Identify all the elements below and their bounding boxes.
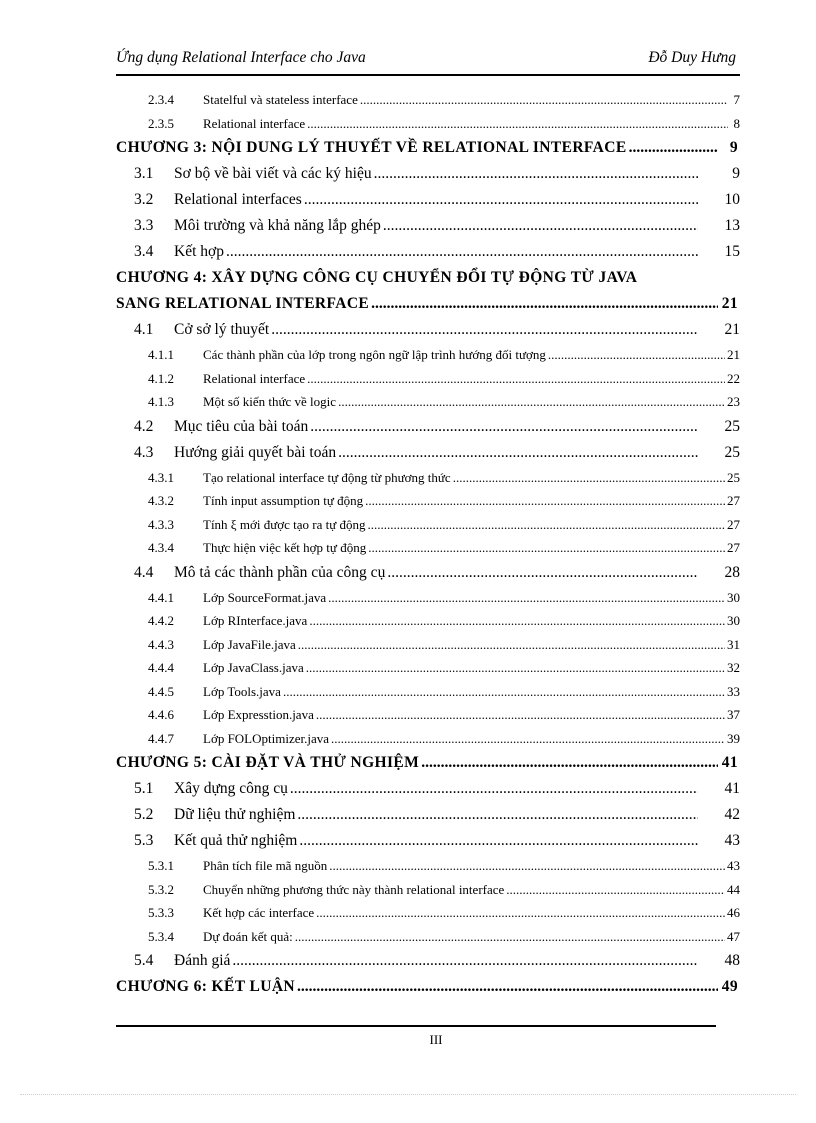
toc-entry-title: Cở sở lý thuyết <box>174 321 270 338</box>
toc-dot-leader <box>548 347 725 363</box>
toc-entry-page: 39 <box>727 730 740 746</box>
toc-entry-page: 46 <box>727 905 740 920</box>
toc-dot-leader <box>226 243 698 261</box>
header-author: Đỗ Duy Hưng <box>648 49 736 66</box>
toc-entry-page: 27 <box>727 493 740 508</box>
toc-entry-title: Thực hiện việc kết hợp tự động <box>203 540 367 555</box>
toc-section-entry[interactable] <box>116 707 740 731</box>
toc-entry-page: 22 <box>727 370 740 386</box>
toc-entry-title: Dữ liệu thử nghiệm <box>174 806 296 823</box>
toc-entry-title: Sơ bộ về bài viết và các ký hiệu <box>174 165 372 182</box>
toc-section-entry[interactable] <box>116 564 740 590</box>
toc-dot-leader <box>232 952 698 970</box>
toc-section-entry[interactable] <box>116 517 740 541</box>
toc-dot-leader <box>299 832 698 850</box>
toc-dot-leader <box>304 191 698 209</box>
toc-entry-title: Mục tiêu của bài toán <box>174 417 309 435</box>
toc-entry-number: 4.1.2 <box>148 370 174 386</box>
toc-entry-number: 4.1.3 <box>148 394 174 409</box>
toc-entry-title: Relational interfaces <box>174 191 302 208</box>
toc-entry-title: Kết quả thử nghiệm <box>174 832 298 849</box>
toc-entry-title: Lớp JavaClass.java <box>203 660 304 675</box>
toc-entry-page: 30 <box>727 613 740 628</box>
toc-entry-page: 7 <box>733 92 740 107</box>
toc-dot-leader <box>453 470 725 486</box>
toc-dot-leader <box>506 882 725 898</box>
toc-entry-number: 5.3.3 <box>148 905 174 920</box>
toc-dot-leader <box>374 165 698 183</box>
toc-entry-number: 5.1 <box>134 780 154 797</box>
toc-dot-leader <box>316 905 725 921</box>
toc-section-entry[interactable] <box>116 540 740 564</box>
toc-dot-leader <box>306 660 725 676</box>
toc-entry-number: 3.4 <box>134 243 154 260</box>
toc-chapter-entry[interactable] <box>116 295 740 321</box>
toc-dot-leader <box>421 754 718 772</box>
toc-entry-title: Phân tích file mã nguồn <box>203 858 328 873</box>
toc-entry-title: Relational interface <box>203 370 306 386</box>
toc-dot-leader <box>360 92 728 108</box>
toc-entry-number: 4.3.2 <box>148 493 174 508</box>
toc-entry-page: 25 <box>727 469 740 485</box>
toc-entry-page: 15 <box>724 243 740 260</box>
toc-entry-page: 9 <box>729 139 738 156</box>
toc-entry-title: Lớp Expresstion.java <box>203 707 314 722</box>
toc-chapter-entry[interactable] <box>116 269 740 295</box>
toc-dot-leader <box>331 731 725 747</box>
toc-dot-leader <box>297 978 718 996</box>
toc-section-entry[interactable] <box>116 371 740 395</box>
toc-section-entry[interactable] <box>116 116 740 140</box>
toc-entry-title: Đánh giá <box>174 952 231 969</box>
toc-entry-number: 4.4.2 <box>148 613 174 628</box>
page-header <box>116 46 740 76</box>
toc-dot-leader <box>309 613 725 629</box>
toc-entry-title: Môi trường và khả năng lắp ghép <box>174 217 381 234</box>
toc-entry-page: 47 <box>727 928 740 944</box>
toc-section-entry[interactable] <box>116 660 740 684</box>
toc-dot-leader <box>629 139 718 157</box>
toc-section-entry[interactable] <box>116 321 740 347</box>
toc-entry-number: 4.3 <box>134 443 154 461</box>
toc-section-entry[interactable] <box>116 905 740 929</box>
toc-entry-title: Chuyển những phương thức này thành relational interface <box>203 881 505 897</box>
toc-dot-leader <box>298 637 725 653</box>
toc-entry-title: Kết hợp các interface <box>203 905 315 920</box>
toc-entry-page: 8 <box>733 115 740 131</box>
toc-dot-leader <box>338 444 698 462</box>
toc-dot-leader <box>368 540 725 556</box>
toc-section-entry[interactable] <box>116 882 740 906</box>
toc-section-entry[interactable] <box>116 217 740 243</box>
toc-entry-page: 27 <box>727 540 740 555</box>
toc-entry-number: 4.1.1 <box>148 347 174 362</box>
toc-dot-leader <box>338 394 725 410</box>
toc-entry-title: Các thành phần của lớp trong ngôn ngữ lập trình hướng đối tượng <box>203 347 546 362</box>
toc-entry-number: 5.4 <box>134 952 154 969</box>
toc-entry-title: CHƯƠNG 3: NỘI DUNG LÝ THUYẾT VỀ RELATIONAL INTERFACE <box>116 139 627 156</box>
toc-entry-number: 3.3 <box>134 217 154 234</box>
toc-entry-title: Kết hợp <box>174 243 224 260</box>
toc-entry-title: Lớp FOLOptimizer.java <box>203 730 330 746</box>
toc-entry-title: Tính ξ mới được tạo ra tự động <box>203 516 366 532</box>
toc-entry-page: 21 <box>721 295 738 312</box>
toc-dot-leader <box>307 371 725 387</box>
toc-entry-number: 4.4.4 <box>148 660 174 675</box>
toc-dot-leader <box>329 858 725 874</box>
toc-dot-leader <box>307 116 728 132</box>
toc-dot-leader <box>383 217 698 235</box>
toc-entry-title: Xây dựng công cụ <box>174 780 288 797</box>
toc-entry-page: 48 <box>724 952 740 969</box>
footer-rule <box>116 1025 716 1027</box>
toc-entry-page: 41 <box>724 780 740 797</box>
toc-entry-number: 5.3 <box>134 832 154 849</box>
toc-entry-page: 10 <box>724 191 740 208</box>
toc-dot-leader <box>368 517 725 533</box>
toc-entry-title: Tính input assumption tự động <box>203 493 364 508</box>
toc-entry-number: 5.3.4 <box>148 928 174 944</box>
toc-chapter-entry[interactable] <box>116 139 740 165</box>
toc-chapter-entry[interactable] <box>116 754 740 780</box>
toc-section-entry[interactable] <box>116 858 740 882</box>
toc-entry-page: 30 <box>727 589 740 605</box>
toc-entry-page: 28 <box>724 563 740 581</box>
toc-entry-page: 21 <box>724 321 740 338</box>
toc-chapter-entry[interactable] <box>116 978 740 1004</box>
toc-dot-leader <box>365 493 725 509</box>
toc-entry-page: 43 <box>727 858 740 873</box>
toc-entry-number: 2.3.5 <box>148 115 174 131</box>
toc-entry-page: 25 <box>724 443 740 461</box>
toc-dot-leader <box>295 929 725 945</box>
toc-section-entry[interactable] <box>116 470 740 494</box>
toc-entry-title: Lớp SourceFormat.java <box>203 589 327 605</box>
toc-entry-title: CHƯƠNG 4: XÂY DỰNG CÔNG CỤ CHUYỂN ĐỔI TỰ ĐỘNG TỪ JAVA <box>116 269 638 286</box>
toc-entry-number: 3.2 <box>134 191 154 208</box>
header-document-title: Ứng dụng Relational Interface cho Java <box>116 49 366 66</box>
toc-entry-page: 31 <box>727 636 740 652</box>
toc-entry-number: 3.1 <box>134 165 154 182</box>
toc-entry-page: 44 <box>727 881 740 897</box>
toc-entry-title: Mô tả các thành phần của công cụ <box>174 563 386 581</box>
toc-section-entry[interactable] <box>116 684 740 708</box>
toc-section-entry[interactable] <box>116 347 740 371</box>
toc-section-entry[interactable] <box>116 637 740 661</box>
toc-entry-page: 42 <box>724 806 740 823</box>
toc-entry-number: 4.4 <box>134 563 154 581</box>
toc-section-entry[interactable] <box>116 165 740 191</box>
toc-entry-title: Relational interface <box>203 115 306 131</box>
toc-entry-title: Lớp Tools.java <box>203 683 281 699</box>
toc-section-entry[interactable] <box>116 394 740 418</box>
toc-entry-page: 9 <box>732 165 740 182</box>
toc-entry-title: Statelful và stateless interface <box>203 92 358 107</box>
toc-entry-title: Một số kiến thức về logic <box>203 394 337 409</box>
toc-entry-title: Lớp JavaFile.java <box>203 636 296 652</box>
toc-entry-page: 41 <box>721 754 738 771</box>
toc-entry-title: Hướng giải quyết bài toán <box>174 443 337 461</box>
toc-entry-page: 21 <box>727 347 740 362</box>
toc-dot-leader <box>310 418 698 436</box>
toc-entry-title: Lớp RInterface.java <box>203 613 308 628</box>
toc-entry-number: 4.3.1 <box>148 469 174 485</box>
toc-dot-leader <box>371 295 718 313</box>
toc-entry-number: 2.3.4 <box>148 92 174 107</box>
toc-section-entry[interactable] <box>116 418 740 444</box>
toc-dot-leader <box>290 780 698 798</box>
toc-entry-number: 4.4.5 <box>148 683 174 699</box>
toc-section-entry[interactable] <box>116 929 740 953</box>
toc-section-entry[interactable] <box>116 243 740 269</box>
toc-section-entry[interactable] <box>116 92 740 116</box>
table-of-contents <box>116 92 740 1004</box>
toc-dot-leader <box>316 707 725 723</box>
toc-entry-page: 32 <box>727 660 740 675</box>
toc-section-entry[interactable] <box>116 952 740 978</box>
toc-section-entry[interactable] <box>116 731 740 755</box>
toc-entry-number: 5.3.1 <box>148 858 174 873</box>
toc-entry-number: 4.2 <box>134 417 154 435</box>
toc-dot-leader <box>283 684 725 700</box>
toc-entry-page: 25 <box>724 417 740 435</box>
toc-entry-title: CHƯƠNG 6: KẾT LUẬN <box>116 978 296 995</box>
toc-entry-page: 33 <box>727 683 740 699</box>
toc-dot-leader <box>328 590 725 606</box>
toc-entry-title: CHƯƠNG 5: CÀI ĐẶT VÀ THỬ NGHIỆM <box>116 754 420 771</box>
toc-section-entry[interactable] <box>116 191 740 217</box>
toc-section-entry[interactable] <box>116 590 740 614</box>
toc-entry-title: Tạo relational interface tự động từ phương thức <box>203 469 451 485</box>
page-edge-divider <box>20 1094 796 1095</box>
toc-entry-number: 4.3.4 <box>148 540 174 555</box>
toc-section-entry[interactable] <box>116 493 740 517</box>
toc-section-entry[interactable] <box>116 444 740 470</box>
toc-entry-page: 49 <box>721 978 738 995</box>
toc-entry-page: 43 <box>724 832 740 849</box>
footer-page-number: III <box>429 1032 443 1047</box>
toc-entry-title: SANG RELATIONAL INTERFACE <box>116 295 370 312</box>
toc-section-entry[interactable] <box>116 780 740 806</box>
toc-entry-number: 4.4.1 <box>148 589 174 605</box>
toc-entry-number: 5.2 <box>134 806 154 823</box>
toc-entry-page: 13 <box>724 217 740 234</box>
toc-entry-number: 4.3.3 <box>148 516 174 532</box>
toc-entry-number: 4.1 <box>134 321 154 338</box>
toc-entry-number: 5.3.2 <box>148 881 174 897</box>
toc-entry-page: 27 <box>727 516 740 532</box>
toc-entry-page: 37 <box>727 707 740 722</box>
toc-dot-leader <box>271 321 698 339</box>
toc-dot-leader <box>297 806 698 824</box>
toc-entry-title: Dự đoán kết quả: <box>203 928 293 944</box>
toc-entry-number: 4.4.3 <box>148 636 174 652</box>
toc-entry-number: 4.4.7 <box>148 730 174 746</box>
toc-section-entry[interactable] <box>116 613 740 637</box>
toc-section-entry[interactable] <box>116 832 740 858</box>
toc-dot-leader <box>387 564 698 582</box>
toc-section-entry[interactable] <box>116 806 740 832</box>
toc-entry-number: 4.4.6 <box>148 707 174 722</box>
toc-entry-page: 23 <box>727 394 740 409</box>
